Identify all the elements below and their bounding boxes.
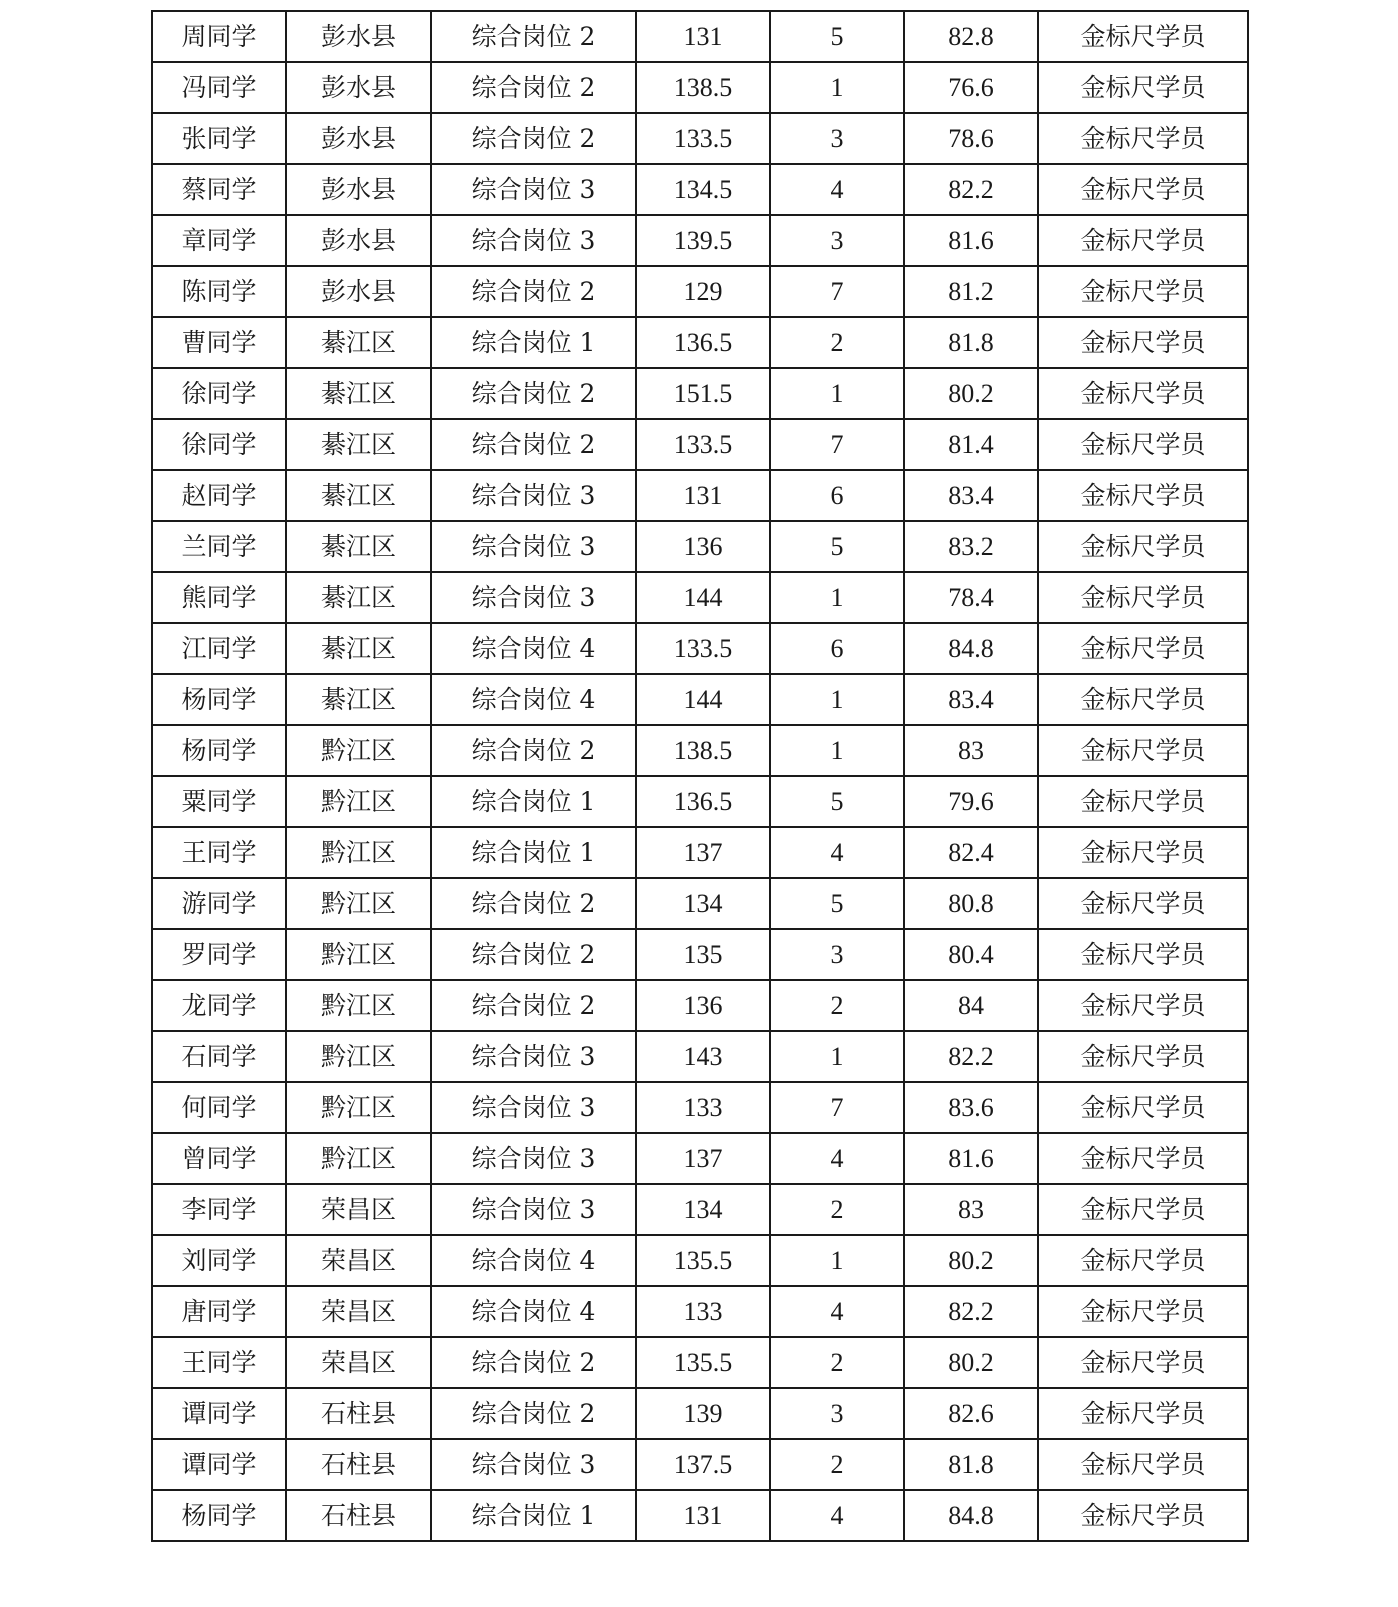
- written-score-cell: 131: [636, 1490, 770, 1541]
- district-cell: 綦江区: [286, 419, 431, 470]
- label-cell: 金标尺学员: [1038, 368, 1248, 419]
- written-score-cell: 136: [636, 521, 770, 572]
- position-cell: 综合岗位 2: [431, 1337, 636, 1388]
- written-score-cell: 138.5: [636, 725, 770, 776]
- interview-score-cell: 82.2: [904, 1286, 1038, 1337]
- name-cell: 江同学: [152, 623, 286, 674]
- rank-cell: 1: [770, 674, 904, 725]
- district-cell: 黔江区: [286, 827, 431, 878]
- name-cell: 何同学: [152, 1082, 286, 1133]
- interview-score-cell: 81.2: [904, 266, 1038, 317]
- label-cell: 金标尺学员: [1038, 1184, 1248, 1235]
- position-cell: 综合岗位 1: [431, 827, 636, 878]
- district-cell: 彭水县: [286, 164, 431, 215]
- label-cell: 金标尺学员: [1038, 62, 1248, 113]
- rank-cell: 7: [770, 1082, 904, 1133]
- table-row: [152, 1337, 1248, 1388]
- district-cell: 綦江区: [286, 623, 431, 674]
- interview-score-cell: 83.2: [904, 521, 1038, 572]
- table-row: [152, 776, 1248, 827]
- rank-cell: 2: [770, 317, 904, 368]
- label-cell: 金标尺学员: [1038, 164, 1248, 215]
- name-cell: 刘同学: [152, 1235, 286, 1286]
- position-cell: 综合岗位 4: [431, 623, 636, 674]
- interview-score-cell: 82.2: [904, 1031, 1038, 1082]
- written-score-cell: 131: [636, 11, 770, 62]
- name-cell: 章同学: [152, 215, 286, 266]
- position-cell: 综合岗位 3: [431, 1133, 636, 1184]
- district-cell: 荣昌区: [286, 1286, 431, 1337]
- interview-score-cell: 84.8: [904, 1490, 1038, 1541]
- name-cell: 唐同学: [152, 1286, 286, 1337]
- label-cell: 金标尺学员: [1038, 317, 1248, 368]
- district-cell: 黔江区: [286, 1133, 431, 1184]
- written-score-cell: 131: [636, 470, 770, 521]
- district-cell: 綦江区: [286, 368, 431, 419]
- name-cell: 石同学: [152, 1031, 286, 1082]
- written-score-cell: 138.5: [636, 62, 770, 113]
- written-score-cell: 137.5: [636, 1439, 770, 1490]
- table-row: [152, 1133, 1248, 1184]
- table-row: [152, 113, 1248, 164]
- label-cell: 金标尺学员: [1038, 827, 1248, 878]
- written-score-cell: 135.5: [636, 1235, 770, 1286]
- name-cell: 谭同学: [152, 1439, 286, 1490]
- label-cell: 金标尺学员: [1038, 623, 1248, 674]
- position-cell: 综合岗位 3: [431, 572, 636, 623]
- district-cell: 黔江区: [286, 878, 431, 929]
- results-table: [151, 10, 1249, 1542]
- position-cell: 综合岗位 2: [431, 368, 636, 419]
- written-score-cell: 139.5: [636, 215, 770, 266]
- interview-score-cell: 81.4: [904, 419, 1038, 470]
- district-cell: 彭水县: [286, 215, 431, 266]
- interview-score-cell: 83.4: [904, 674, 1038, 725]
- written-score-cell: 143: [636, 1031, 770, 1082]
- name-cell: 粟同学: [152, 776, 286, 827]
- district-cell: 彭水县: [286, 11, 431, 62]
- label-cell: 金标尺学员: [1038, 878, 1248, 929]
- name-cell: 周同学: [152, 11, 286, 62]
- district-cell: 黔江区: [286, 929, 431, 980]
- name-cell: 张同学: [152, 113, 286, 164]
- district-cell: 黔江区: [286, 776, 431, 827]
- written-score-cell: 136: [636, 980, 770, 1031]
- position-cell: 综合岗位 2: [431, 419, 636, 470]
- label-cell: 金标尺学员: [1038, 776, 1248, 827]
- label-cell: 金标尺学员: [1038, 1490, 1248, 1541]
- name-cell: 罗同学: [152, 929, 286, 980]
- interview-score-cell: 80.2: [904, 368, 1038, 419]
- interview-score-cell: 80.2: [904, 1235, 1038, 1286]
- district-cell: 石柱县: [286, 1439, 431, 1490]
- written-score-cell: 133: [636, 1286, 770, 1337]
- label-cell: 金标尺学员: [1038, 521, 1248, 572]
- district-cell: 彭水县: [286, 266, 431, 317]
- position-cell: 综合岗位 3: [431, 164, 636, 215]
- district-cell: 石柱县: [286, 1388, 431, 1439]
- table-body: [152, 11, 1248, 1541]
- rank-cell: 5: [770, 878, 904, 929]
- interview-score-cell: 81.8: [904, 1439, 1038, 1490]
- label-cell: 金标尺学员: [1038, 725, 1248, 776]
- rank-cell: 1: [770, 62, 904, 113]
- written-score-cell: 133: [636, 1082, 770, 1133]
- position-cell: 综合岗位 2: [431, 1388, 636, 1439]
- interview-score-cell: 79.6: [904, 776, 1038, 827]
- rank-cell: 1: [770, 368, 904, 419]
- district-cell: 荣昌区: [286, 1184, 431, 1235]
- table-row: [152, 572, 1248, 623]
- rank-cell: 1: [770, 725, 904, 776]
- name-cell: 蔡同学: [152, 164, 286, 215]
- position-cell: 综合岗位 3: [431, 1184, 636, 1235]
- written-score-cell: 134: [636, 1184, 770, 1235]
- district-cell: 綦江区: [286, 521, 431, 572]
- position-cell: 综合岗位 4: [431, 1235, 636, 1286]
- label-cell: 金标尺学员: [1038, 674, 1248, 725]
- position-cell: 综合岗位 2: [431, 929, 636, 980]
- written-score-cell: 144: [636, 674, 770, 725]
- label-cell: 金标尺学员: [1038, 572, 1248, 623]
- interview-score-cell: 82.2: [904, 164, 1038, 215]
- label-cell: 金标尺学员: [1038, 1337, 1248, 1388]
- table-row: [152, 827, 1248, 878]
- written-score-cell: 129: [636, 266, 770, 317]
- written-score-cell: 137: [636, 1133, 770, 1184]
- rank-cell: 3: [770, 215, 904, 266]
- rank-cell: 4: [770, 1286, 904, 1337]
- written-score-cell: 151.5: [636, 368, 770, 419]
- interview-score-cell: 84.8: [904, 623, 1038, 674]
- district-cell: 彭水县: [286, 113, 431, 164]
- position-cell: 综合岗位 2: [431, 62, 636, 113]
- written-score-cell: 135: [636, 929, 770, 980]
- table-row: [152, 929, 1248, 980]
- position-cell: 综合岗位 3: [431, 1082, 636, 1133]
- district-cell: 黔江区: [286, 1031, 431, 1082]
- rank-cell: 1: [770, 1031, 904, 1082]
- table-row: [152, 1031, 1248, 1082]
- position-cell: 综合岗位 2: [431, 878, 636, 929]
- label-cell: 金标尺学员: [1038, 470, 1248, 521]
- district-cell: 石柱县: [286, 1490, 431, 1541]
- position-cell: 综合岗位 2: [431, 113, 636, 164]
- interview-score-cell: 78.4: [904, 572, 1038, 623]
- name-cell: 杨同学: [152, 1490, 286, 1541]
- table-row: [152, 1235, 1248, 1286]
- table-row: [152, 1388, 1248, 1439]
- name-cell: 曹同学: [152, 317, 286, 368]
- table-row: [152, 521, 1248, 572]
- table-row: [152, 1286, 1248, 1337]
- rank-cell: 3: [770, 929, 904, 980]
- written-score-cell: 133.5: [636, 419, 770, 470]
- rank-cell: 5: [770, 521, 904, 572]
- interview-score-cell: 84: [904, 980, 1038, 1031]
- name-cell: 徐同学: [152, 419, 286, 470]
- interview-score-cell: 80.2: [904, 1337, 1038, 1388]
- district-cell: 荣昌区: [286, 1235, 431, 1286]
- rank-cell: 4: [770, 827, 904, 878]
- rank-cell: 3: [770, 113, 904, 164]
- rank-cell: 3: [770, 1388, 904, 1439]
- position-cell: 综合岗位 4: [431, 674, 636, 725]
- district-cell: 綦江区: [286, 317, 431, 368]
- rank-cell: 5: [770, 776, 904, 827]
- district-cell: 黔江区: [286, 1082, 431, 1133]
- interview-score-cell: 80.4: [904, 929, 1038, 980]
- label-cell: 金标尺学员: [1038, 929, 1248, 980]
- interview-score-cell: 81.6: [904, 215, 1038, 266]
- interview-score-cell: 83: [904, 725, 1038, 776]
- written-score-cell: 134.5: [636, 164, 770, 215]
- interview-score-cell: 83.4: [904, 470, 1038, 521]
- rank-cell: 1: [770, 572, 904, 623]
- position-cell: 综合岗位 2: [431, 266, 636, 317]
- name-cell: 徐同学: [152, 368, 286, 419]
- label-cell: 金标尺学员: [1038, 266, 1248, 317]
- table-row: [152, 62, 1248, 113]
- written-score-cell: 133.5: [636, 623, 770, 674]
- name-cell: 曾同学: [152, 1133, 286, 1184]
- name-cell: 熊同学: [152, 572, 286, 623]
- interview-score-cell: 81.6: [904, 1133, 1038, 1184]
- table-row: [152, 368, 1248, 419]
- rank-cell: 1: [770, 1235, 904, 1286]
- name-cell: 王同学: [152, 827, 286, 878]
- table-row: [152, 215, 1248, 266]
- table-row: [152, 1439, 1248, 1490]
- district-cell: 黔江区: [286, 725, 431, 776]
- name-cell: 龙同学: [152, 980, 286, 1031]
- label-cell: 金标尺学员: [1038, 1082, 1248, 1133]
- position-cell: 综合岗位 3: [431, 215, 636, 266]
- written-score-cell: 137: [636, 827, 770, 878]
- written-score-cell: 136.5: [636, 317, 770, 368]
- table-row: [152, 980, 1248, 1031]
- written-score-cell: 144: [636, 572, 770, 623]
- name-cell: 李同学: [152, 1184, 286, 1235]
- district-cell: 荣昌区: [286, 1337, 431, 1388]
- position-cell: 综合岗位 3: [431, 1439, 636, 1490]
- rank-cell: 2: [770, 1439, 904, 1490]
- table-row: [152, 317, 1248, 368]
- rank-cell: 6: [770, 623, 904, 674]
- table-row: [152, 470, 1248, 521]
- name-cell: 兰同学: [152, 521, 286, 572]
- district-cell: 綦江区: [286, 470, 431, 521]
- written-score-cell: 139: [636, 1388, 770, 1439]
- rank-cell: 4: [770, 164, 904, 215]
- written-score-cell: 135.5: [636, 1337, 770, 1388]
- interview-score-cell: 83.6: [904, 1082, 1038, 1133]
- district-cell: 彭水县: [286, 62, 431, 113]
- label-cell: 金标尺学员: [1038, 1133, 1248, 1184]
- position-cell: 综合岗位 1: [431, 1490, 636, 1541]
- label-cell: 金标尺学员: [1038, 980, 1248, 1031]
- rank-cell: 7: [770, 419, 904, 470]
- rank-cell: 2: [770, 1184, 904, 1235]
- table-row: [152, 623, 1248, 674]
- position-cell: 综合岗位 2: [431, 11, 636, 62]
- position-cell: 综合岗位 1: [431, 317, 636, 368]
- table-row: [152, 1184, 1248, 1235]
- interview-score-cell: 76.6: [904, 62, 1038, 113]
- table-row: [152, 164, 1248, 215]
- table-row: [152, 1490, 1248, 1541]
- district-cell: 黔江区: [286, 980, 431, 1031]
- rank-cell: 4: [770, 1133, 904, 1184]
- rank-cell: 2: [770, 980, 904, 1031]
- name-cell: 游同学: [152, 878, 286, 929]
- table-row: [152, 419, 1248, 470]
- rank-cell: 6: [770, 470, 904, 521]
- position-cell: 综合岗位 2: [431, 980, 636, 1031]
- name-cell: 谭同学: [152, 1388, 286, 1439]
- label-cell: 金标尺学员: [1038, 1031, 1248, 1082]
- table-row: [152, 878, 1248, 929]
- interview-score-cell: 81.8: [904, 317, 1038, 368]
- interview-score-cell: 82.6: [904, 1388, 1038, 1439]
- position-cell: 综合岗位 3: [431, 1031, 636, 1082]
- position-cell: 综合岗位 3: [431, 470, 636, 521]
- label-cell: 金标尺学员: [1038, 1235, 1248, 1286]
- label-cell: 金标尺学员: [1038, 419, 1248, 470]
- label-cell: 金标尺学员: [1038, 11, 1248, 62]
- table-row: [152, 11, 1248, 62]
- rank-cell: 5: [770, 11, 904, 62]
- position-cell: 综合岗位 1: [431, 776, 636, 827]
- label-cell: 金标尺学员: [1038, 215, 1248, 266]
- table-row: [152, 674, 1248, 725]
- name-cell: 杨同学: [152, 674, 286, 725]
- written-score-cell: 133.5: [636, 113, 770, 164]
- table-row: [152, 1082, 1248, 1133]
- table-row: [152, 266, 1248, 317]
- label-cell: 金标尺学员: [1038, 1388, 1248, 1439]
- interview-score-cell: 83: [904, 1184, 1038, 1235]
- table-row: [152, 725, 1248, 776]
- interview-score-cell: 82.4: [904, 827, 1038, 878]
- rank-cell: 7: [770, 266, 904, 317]
- interview-score-cell: 82.8: [904, 11, 1038, 62]
- district-cell: 綦江区: [286, 674, 431, 725]
- position-cell: 综合岗位 4: [431, 1286, 636, 1337]
- position-cell: 综合岗位 2: [431, 725, 636, 776]
- label-cell: 金标尺学员: [1038, 1286, 1248, 1337]
- position-cell: 综合岗位 3: [431, 521, 636, 572]
- label-cell: 金标尺学员: [1038, 1439, 1248, 1490]
- interview-score-cell: 78.6: [904, 113, 1038, 164]
- name-cell: 王同学: [152, 1337, 286, 1388]
- written-score-cell: 134: [636, 878, 770, 929]
- rank-cell: 2: [770, 1337, 904, 1388]
- written-score-cell: 136.5: [636, 776, 770, 827]
- name-cell: 赵同学: [152, 470, 286, 521]
- name-cell: 陈同学: [152, 266, 286, 317]
- rank-cell: 4: [770, 1490, 904, 1541]
- label-cell: 金标尺学员: [1038, 113, 1248, 164]
- name-cell: 杨同学: [152, 725, 286, 776]
- name-cell: 冯同学: [152, 62, 286, 113]
- interview-score-cell: 80.8: [904, 878, 1038, 929]
- district-cell: 綦江区: [286, 572, 431, 623]
